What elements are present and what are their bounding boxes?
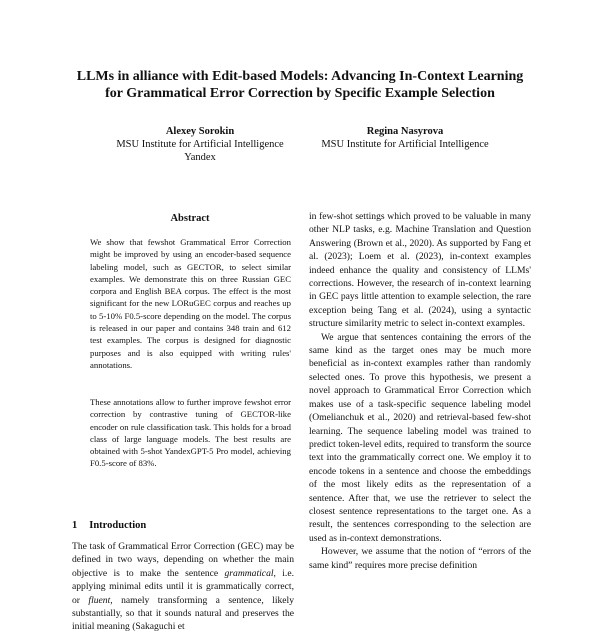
author-1 — [95, 125, 305, 164]
intro-paragraph — [72, 540, 294, 634]
right-paragraph-2: We argue that sentences containing the errors of the same kind as the target ones may be much more beneficial as in-context examples rather than randomly selected ones. To prove this hypothesis, we present a novel approach to Grammatical Error Correction which makes use of a task-specific sequence labeling model (Omelianchuk et al., 2020) and retrieval-based few-shot learning. The sequence labeling model was trained to predict token-level edits, required to transform the source text into the grammatically correct one. We employ it to encode tokens in a sentence and choose the embeddings of the most likely edits as the representation of a sentence. After that, we use the retriever to select the closest sentence representations to the target one. As a result, the sentences corresponding to the selection are used as in-context demonstrations. — [309, 331, 531, 544]
author-1-name: Alexey Sorokin — [165, 126, 235, 137]
section-title: Introduction — [89, 520, 147, 531]
term-grammatical: grammatical — [224, 567, 274, 579]
right-paragraph-3: However, we assume that the notion of “errors of the same kind” requires more precise definition — [309, 546, 531, 571]
abstract-text-1: We show that fewshot Grammatical Error Correction might be improved by using an encoder-based sequence labeling model, such as GECTOR, to select similar examples. We demonstrate this on three Russian GEC corpora and English BEA corpus. The effect is the most significant for the new LORuGEC corpus and reaches up to 5-10% F0.5-score depending on the model. The corpus is released in our paper and contains 348 train and 612 test examples. The corpus is designed for diagnostic purposes and is also equipped with writing rules' annotations. — [90, 237, 291, 370]
abstract-paragraph-1 — [90, 236, 291, 371]
author-1-affiliation: MSU Institute for Artificial Intelligence — [116, 139, 284, 150]
title-line-1: LLMs in alliance with Edit-based Models: Advancing In-Context Learning — [76, 69, 524, 84]
paper-title — [40, 68, 560, 102]
author-2-affiliation: MSU Institute for Artificial Intelligence — [321, 139, 489, 150]
author-2 — [300, 125, 510, 151]
author-1-affiliation-2: Yandex — [184, 152, 216, 163]
author-2-name: Regina Nasyrova — [366, 126, 444, 137]
title-line-2: for Grammatical Error Correction by Specific Example Selection — [105, 86, 495, 101]
section-number: 1 — [72, 520, 78, 531]
abstract-paragraph-2 — [90, 396, 291, 470]
intro-text: The task of Grammatical Error Correction (GEC) may be defined in two ways, depending on whether the main objective is to make the sentence grammatical, i.e. applying minimal edits until it is grammatically correct, or fluent, namely transforming a sentence, likely substantially, so that it sounds natural and preserves the initial meaning (Sakaguchi et — [72, 541, 295, 633]
abstract-text-2: These annotations allow to further improve fewshot error correction by contrastive tuning of GECTOR-like encoder on rule classification task. This holds for a broad class of large language models. The best results are obtained with 5-shot YandexGPT-5 Pro model, achieving F0.5-score of 83%. — [90, 397, 291, 469]
section-heading — [72, 520, 158, 531]
right-paragraph-1: in few-shot settings which proved to be valuable in many other NLP tasks, e.g. Machine Translation and Question Answering (Brown et al., 2020). As supported by Fang et al. (2023); Loem et al. (2023), in-context examples indeed enhance the quality and consistency of LLMs' corrections. However, the research of in-context learning in GEC pays little attention to example selection, the rare exception being Tang et al. (2024), using a syntactic structure similarity metric to select in-context examples. — [309, 211, 531, 330]
term-fluent: fluent — [88, 594, 111, 606]
abstract-heading: Abstract — [170, 213, 210, 224]
right-column — [309, 210, 531, 572]
